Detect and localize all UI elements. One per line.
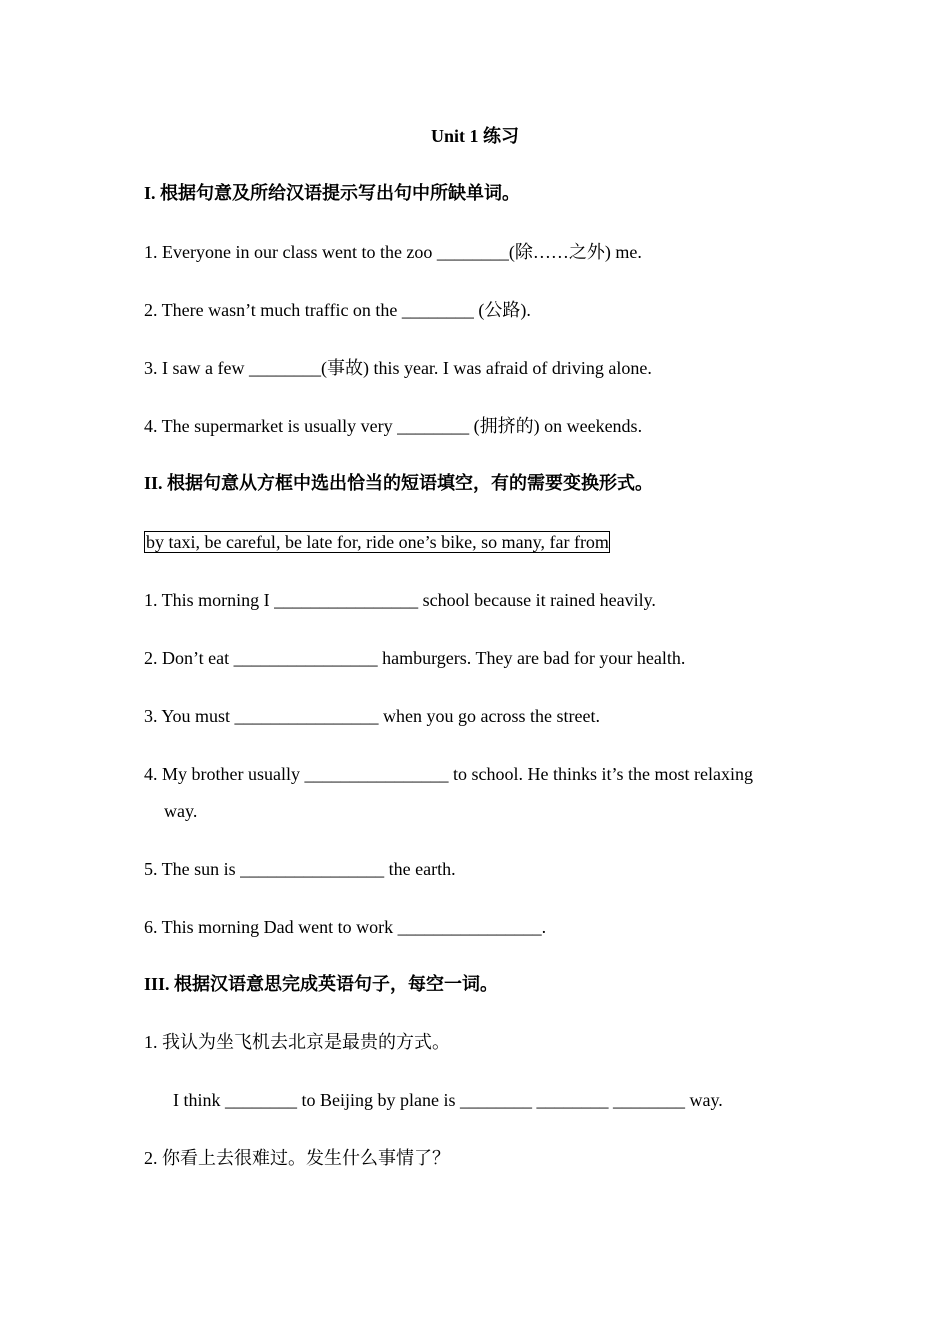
section-2-item-4: 4. My brother usually ________________ to school. He thinks it’s the most relaxing: [144, 764, 753, 784]
word-box-text: by taxi, be careful, be late for, ride one’s bike, so many, far from: [146, 532, 609, 552]
section-2-heading: II. 根据句意从方框中选出恰当的短语填空，有的需要变换形式。: [144, 473, 654, 493]
section-2-item-6: 6. This morning Dad went to work ________________.: [144, 917, 547, 937]
section-2-item-5: 5. The sun is ________________ the earth.: [144, 859, 456, 879]
section-3-item-1-english: I think ________ to Beijing by plane is ________ ________ ________ way.: [173, 1090, 723, 1110]
section-1-heading: I. 根据句意及所给汉语提示写出句中所缺单词。: [144, 183, 521, 203]
section-3-heading: III. 根据汉语意思完成英语句子，每空一词。: [144, 974, 499, 994]
page-title: Unit 1 练习: [430, 126, 519, 146]
section-1-item-4: 4. The supermarket is usually very ________ (拥挤的) on weekends.: [144, 416, 643, 436]
section-2-item-4-continuation: way.: [164, 801, 198, 821]
word-box: [144, 531, 610, 553]
section-3-item-1-chinese: 1. 我认为坐飞机去北京是最贵的方式。: [144, 1032, 450, 1052]
section-1-item-3: 3. I saw a few ________(事故) this year. I was afraid of driving alone.: [144, 358, 652, 378]
section-2-item-2: 2. Don’t eat ________________ hamburgers. They are bad for your health.: [144, 648, 686, 668]
section-2-item-3: 3. You must ________________ when you go across the street.: [144, 706, 600, 726]
section-3-item-2-chinese: 2. 你看上去很难过。发生什么事情了？: [144, 1148, 450, 1168]
section-1-item-2: 2. There wasn’t much traffic on the ________ (公路).: [144, 300, 531, 320]
section-2-item-1: 1. This morning I ________________ school because it rained heavily.: [144, 590, 656, 610]
section-1-item-1: 1. Everyone in our class went to the zoo ________(除……之外) me.: [144, 242, 642, 262]
